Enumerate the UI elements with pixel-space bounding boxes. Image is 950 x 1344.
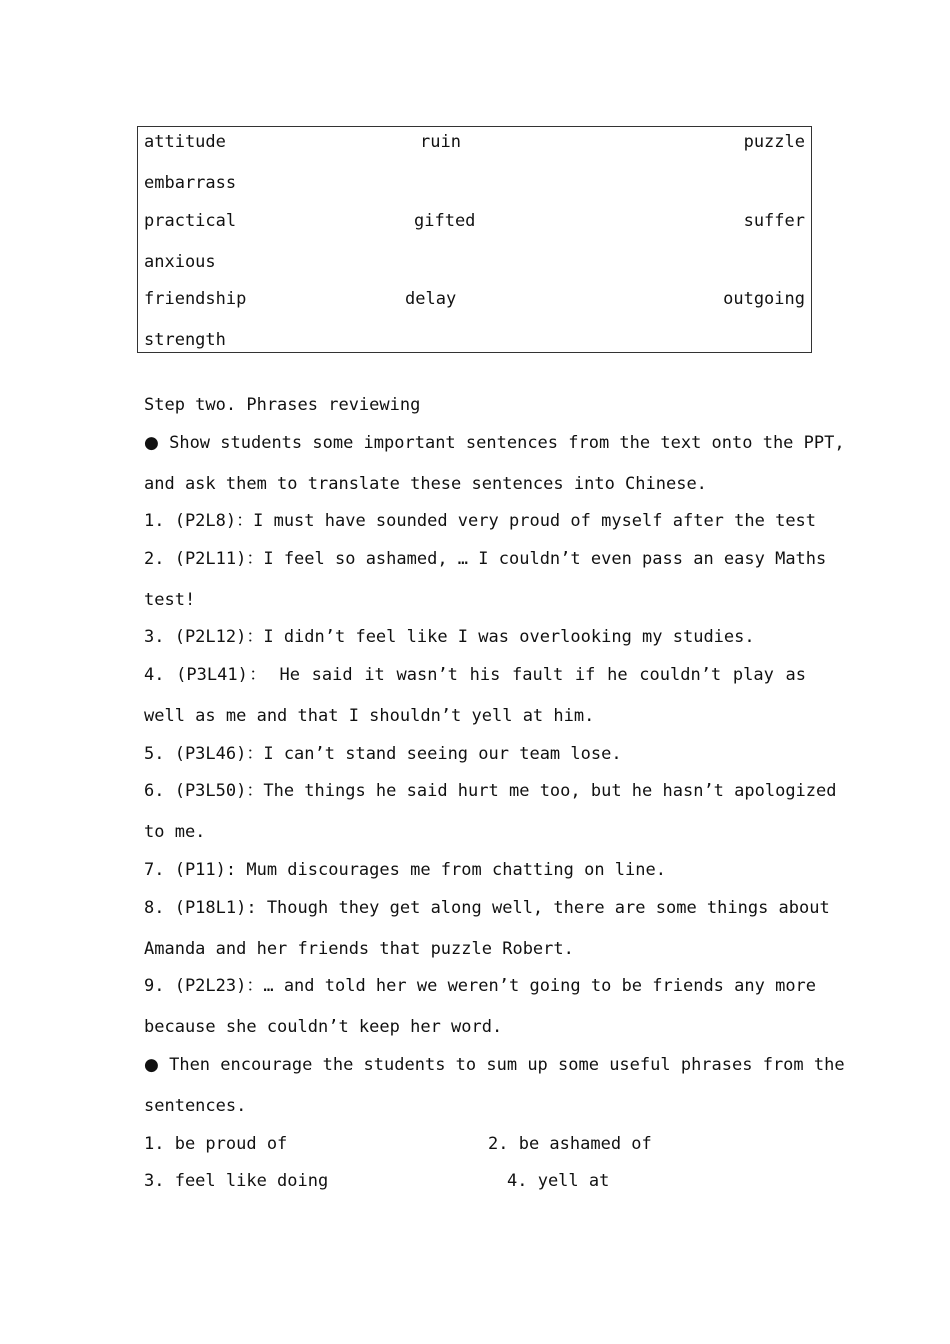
vocab-word-delay: delay [405, 289, 457, 309]
bullet-icon: ● [144, 1055, 159, 1075]
vocab-word-practical: practical [144, 211, 237, 231]
instruction-2-line-1 [144, 1055, 845, 1075]
sentence-6: 6. (P3L50)：The things he said hurt me too, but he hasn’t apologized [144, 781, 837, 801]
section-heading: Step two. Phrases reviewing [144, 395, 421, 415]
vocabulary-table [137, 126, 812, 353]
vocab-word-embarrass: embarrass [144, 173, 237, 193]
vocab-word-gifted: gifted [414, 211, 476, 231]
sentence-4: 4. (P3L41)： He said it wasn’t his fault if he couldn’t play as [144, 665, 806, 685]
sentence-1: 1. (P2L8)：I must have sounded very proud of myself after the test [144, 511, 817, 531]
table-border-tick [811, 193, 812, 205]
vocab-word-strength: strength [144, 330, 226, 350]
sentence-8: 8. (P18L1): Though they get along well, there are some things about [144, 898, 830, 918]
vocab-word-ruin: ruin [420, 132, 461, 152]
instruction-1-line-1 [144, 433, 845, 453]
sentence-9: 9. (P2L23)：… and told her we weren’t going to be friends any more [144, 976, 817, 996]
sentence-9-continued: because she couldn’t keep her word. [144, 1017, 503, 1037]
sentence-2-continued: test! [144, 590, 196, 610]
sentence-8-continued: Amanda and her friends that puzzle Robert. [144, 939, 574, 959]
phrase-2: 2. be ashamed of [488, 1134, 652, 1154]
phrase-3: 3. feel like doing [144, 1171, 329, 1191]
vocab-word-outgoing: outgoing [723, 289, 805, 309]
vocab-word-puzzle: puzzle [743, 132, 805, 152]
phrase-4: 4. yell at [507, 1171, 610, 1191]
vocab-word-attitude: attitude [144, 132, 226, 152]
instruction-text: Show students some important sentences from the text onto the PPT, [169, 433, 845, 453]
vocab-word-anxious: anxious [144, 252, 216, 272]
instruction-1-line-2: and ask them to translate these sentences into Chinese. [144, 474, 707, 494]
sentence-2: 2. (P2L11)：I feel so ashamed, … I couldn’t even pass an easy Maths [144, 549, 827, 569]
sentence-4-continued: well as me and that I shouldn’t yell at him. [144, 706, 595, 726]
bullet-icon: ● [144, 433, 159, 453]
sentence-7: 7. (P11): Mum discourages me from chatting on line. [144, 860, 666, 880]
sentence-3: 3. (P2L12)：I didn’t feel like I was overlooking my studies. [144, 627, 755, 647]
instruction-text: Then encourage the students to sum up some useful phrases from the [169, 1055, 845, 1075]
sentence-5: 5. (P3L46)：I can’t stand seeing our team lose. [144, 744, 622, 764]
table-border-tick [811, 272, 812, 284]
phrase-1: 1. be proud of [144, 1134, 288, 1154]
vocab-word-suffer: suffer [743, 211, 805, 231]
vocab-word-friendship: friendship [144, 289, 247, 309]
instruction-2-line-2: sentences. [144, 1096, 247, 1116]
sentence-6-continued: to me. [144, 822, 206, 842]
